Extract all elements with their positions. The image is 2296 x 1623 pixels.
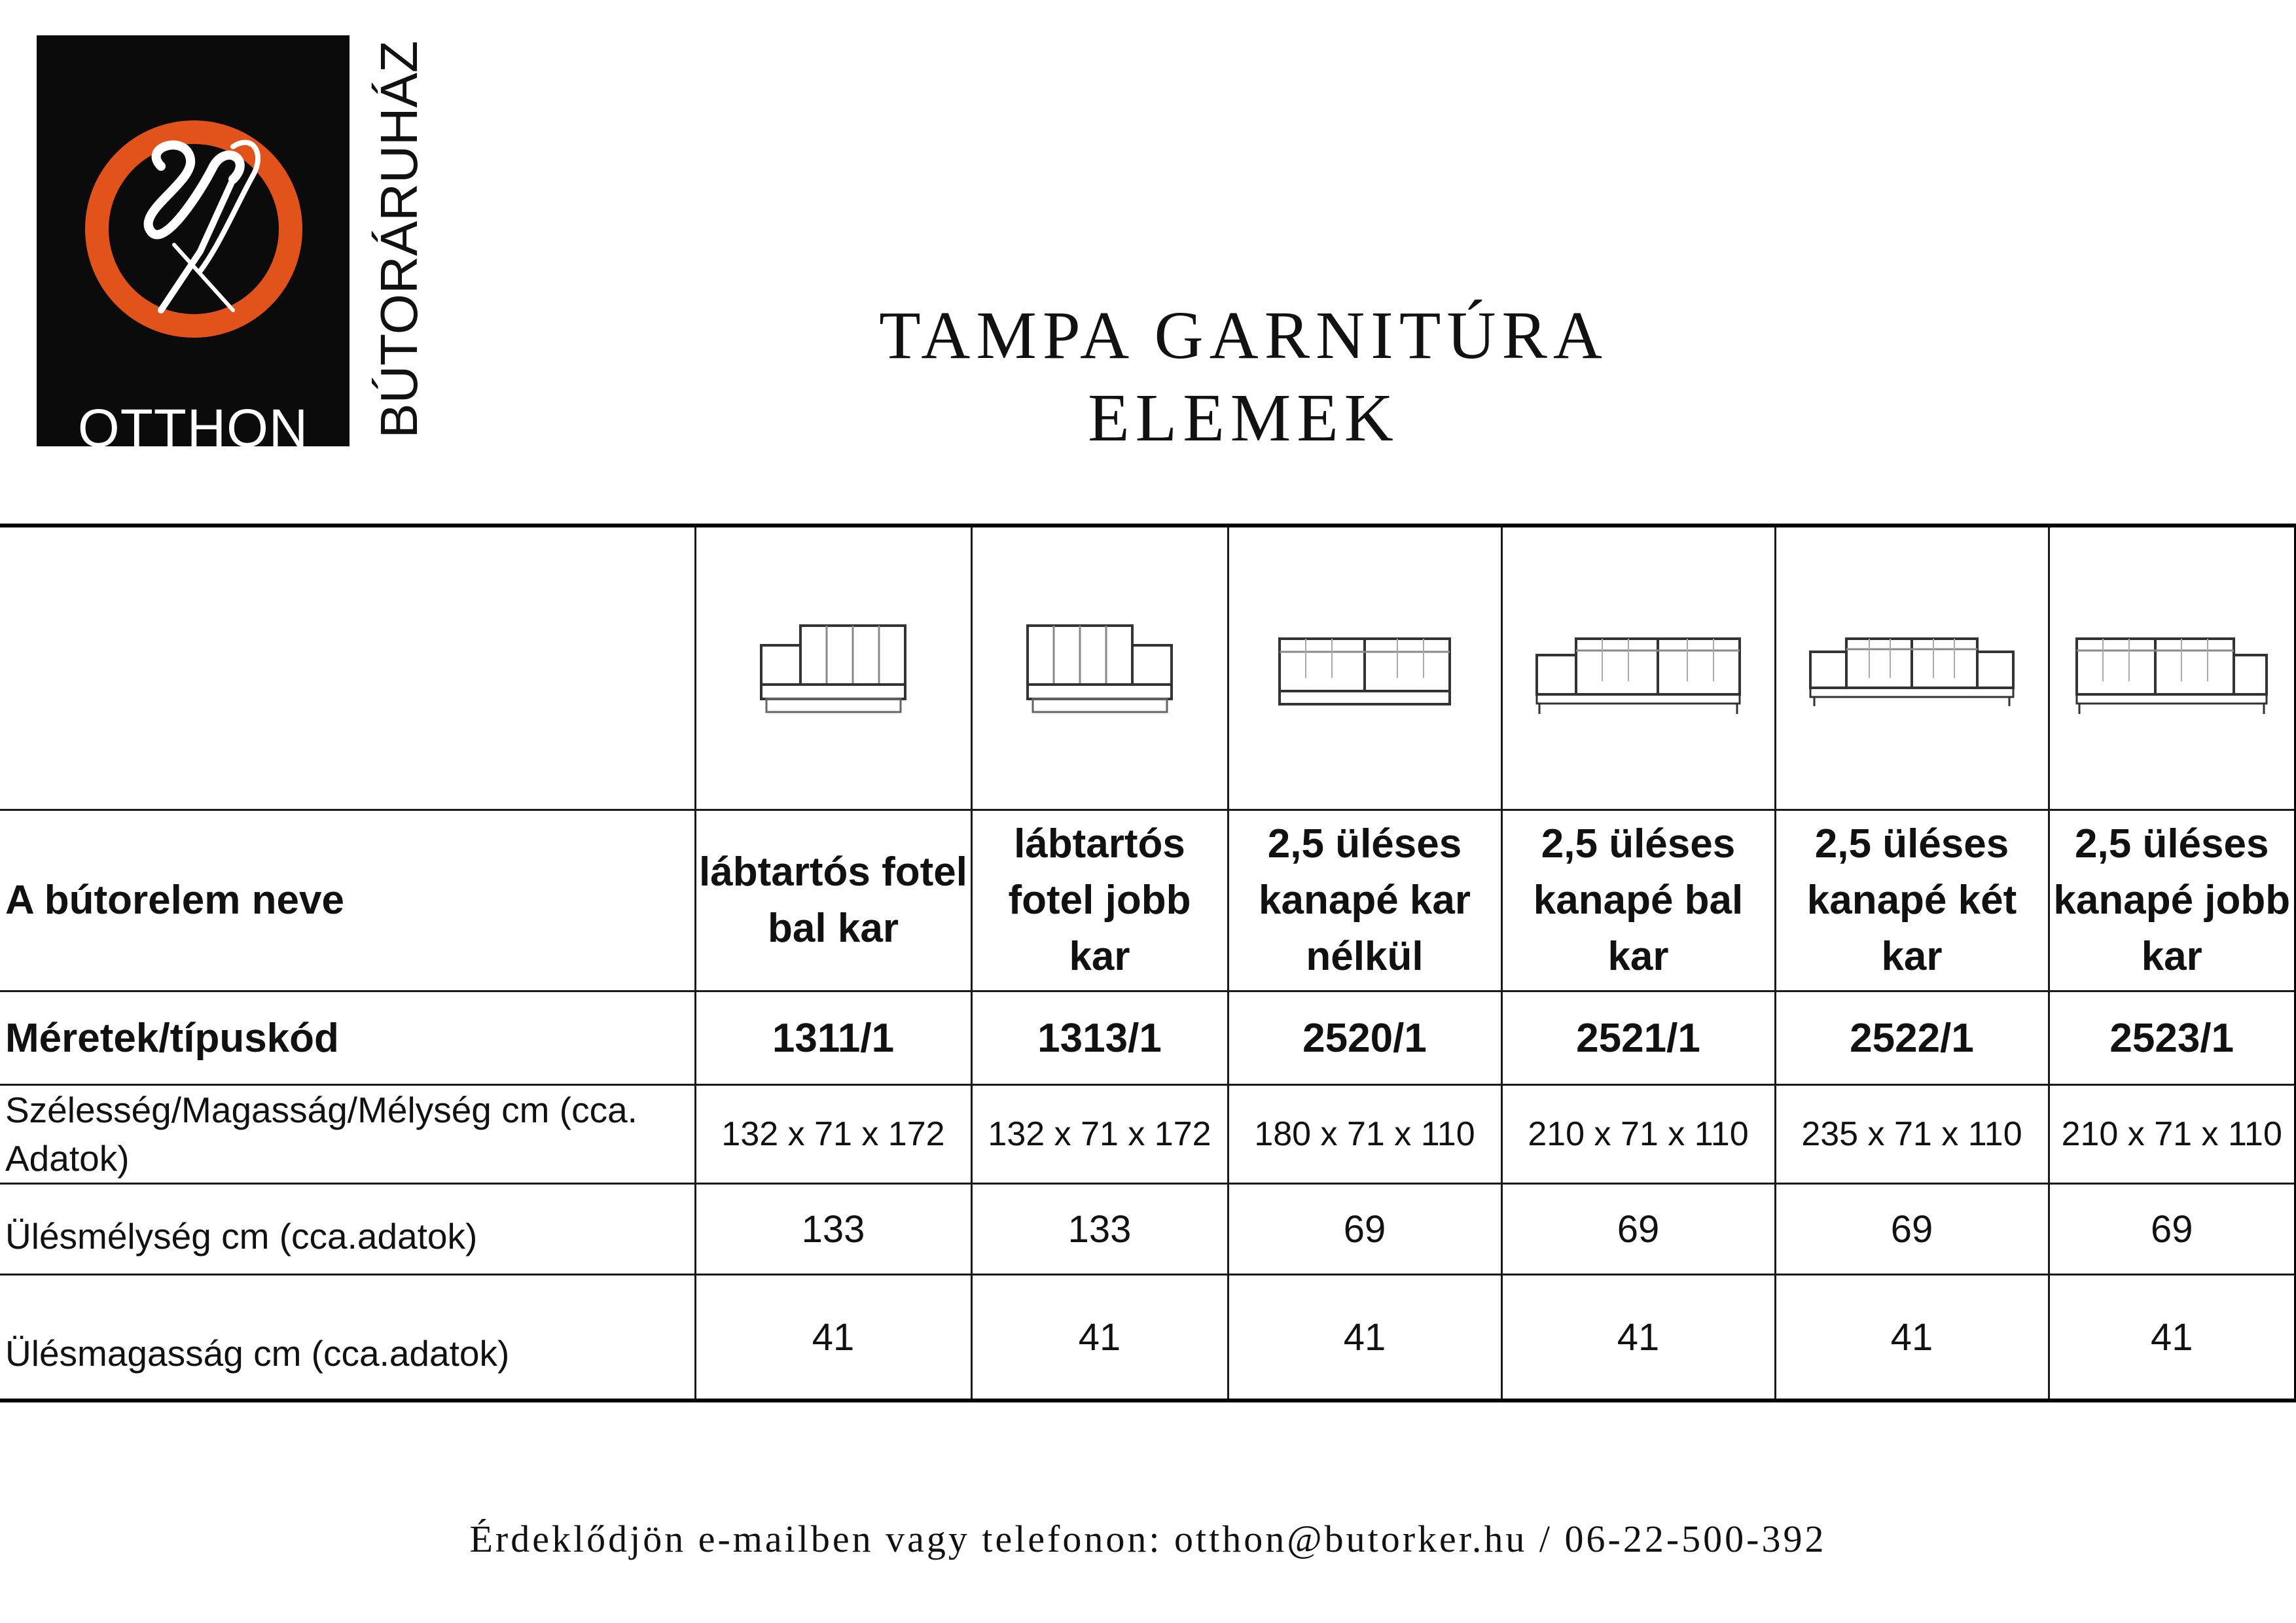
- brand-logo: [37, 35, 350, 458]
- image-row-header: [0, 526, 695, 810]
- item-seat-depth: 69: [1501, 1184, 1775, 1275]
- item-image-cell: [1501, 526, 1775, 810]
- item-dimensions: 132 x 71 x 172: [971, 1085, 1228, 1184]
- item-image-cell: [1228, 526, 1501, 810]
- title-line-2: ELEMEK: [1088, 380, 1399, 455]
- item-name: 2,5 üléses kanapé két kar: [1775, 810, 2049, 991]
- sofa-left-arm-icon: [1530, 613, 1746, 724]
- item-dimensions: 180 x 71 x 110: [1228, 1085, 1501, 1184]
- item-code: 2521/1: [1501, 991, 1775, 1085]
- item-image-cell: [2049, 526, 2296, 810]
- item-dimensions: 235 x 71 x 110: [1775, 1085, 2049, 1184]
- title-line-1: TAMPA GARNITÚRA: [879, 298, 1608, 373]
- row-label-seat-height: Ülésmagasság cm (cca.adatok): [0, 1275, 695, 1401]
- item-image-cell: [971, 526, 1228, 810]
- item-seat-depth: 133: [971, 1184, 1228, 1275]
- item-seat-depth: 69: [1228, 1184, 1501, 1275]
- item-name: 2,5 üléses kanapé kar nélkül: [1228, 810, 1501, 991]
- row-label-dimensions: Szélesség/Magasság/Mélység cm (cca. Adatok): [0, 1085, 695, 1184]
- item-seat-depth: 69: [1775, 1184, 2049, 1275]
- dimensions-row: [0, 1085, 2296, 1184]
- page-title: [720, 294, 1767, 459]
- item-seat-height: 41: [2049, 1275, 2296, 1401]
- item-seat-height: 41: [1228, 1275, 1501, 1401]
- item-seat-height: 41: [1775, 1275, 2049, 1401]
- item-seat-depth: 69: [2049, 1184, 2296, 1275]
- image-row: [0, 526, 2296, 810]
- heart-ring-logo-icon: [37, 35, 350, 402]
- item-code: 2523/1: [2049, 991, 2296, 1085]
- item-seat-height: 41: [1501, 1275, 1775, 1401]
- row-label-seat-depth: Ülésmélység cm (cca.adatok): [0, 1184, 695, 1275]
- item-name: lábtartós fotel bal kar: [695, 810, 971, 991]
- spec-table: [0, 524, 2296, 1402]
- item-dimensions: 132 x 71 x 172: [695, 1085, 971, 1184]
- item-name: 2,5 üléses kanapé bal kar: [1501, 810, 1775, 991]
- item-code: 2522/1: [1775, 991, 2049, 1085]
- sofa-footrest-armchair-left-icon: [755, 613, 912, 724]
- item-code: 1311/1: [695, 991, 971, 1085]
- brand-side-label: [367, 33, 432, 446]
- row-label-name: A bútorelem neve: [0, 810, 695, 991]
- row-label-code: Méretek/típuskód: [0, 991, 695, 1085]
- sofa-two-arms-icon: [1804, 613, 2020, 724]
- sofa-no-arm-icon: [1266, 613, 1463, 724]
- item-seat-height: 41: [971, 1275, 1228, 1401]
- item-code: 1313/1: [971, 991, 1228, 1085]
- item-dimensions: 210 x 71 x 110: [1501, 1085, 1775, 1184]
- name-row: [0, 810, 2296, 991]
- item-code: 2520/1: [1228, 991, 1501, 1085]
- item-image-cell: [1775, 526, 2049, 810]
- code-row: [0, 991, 2296, 1085]
- item-image-cell: [695, 526, 971, 810]
- seat-height-row: [0, 1275, 2296, 1401]
- brand-name: OTTHON: [77, 399, 309, 458]
- item-dimensions: 210 x 71 x 110: [2049, 1085, 2296, 1184]
- item-name: lábtartós fotel jobb kar: [971, 810, 1228, 991]
- brand-side-text: BÚTORÁRUHÁZ: [370, 41, 428, 438]
- item-seat-depth: 133: [695, 1184, 971, 1275]
- contact-footer: Érdeklődjön e-mailben vagy telefonon: otthon@butorker.hu / 06-22-500-392: [469, 1518, 1827, 1560]
- item-name: 2,5 üléses kanapé jobb kar: [2049, 810, 2296, 991]
- seat-depth-row: [0, 1184, 2296, 1275]
- sofa-right-arm-icon: [2070, 613, 2273, 724]
- item-seat-height: 41: [695, 1275, 971, 1401]
- sofa-footrest-armchair-right-icon: [1021, 613, 1178, 724]
